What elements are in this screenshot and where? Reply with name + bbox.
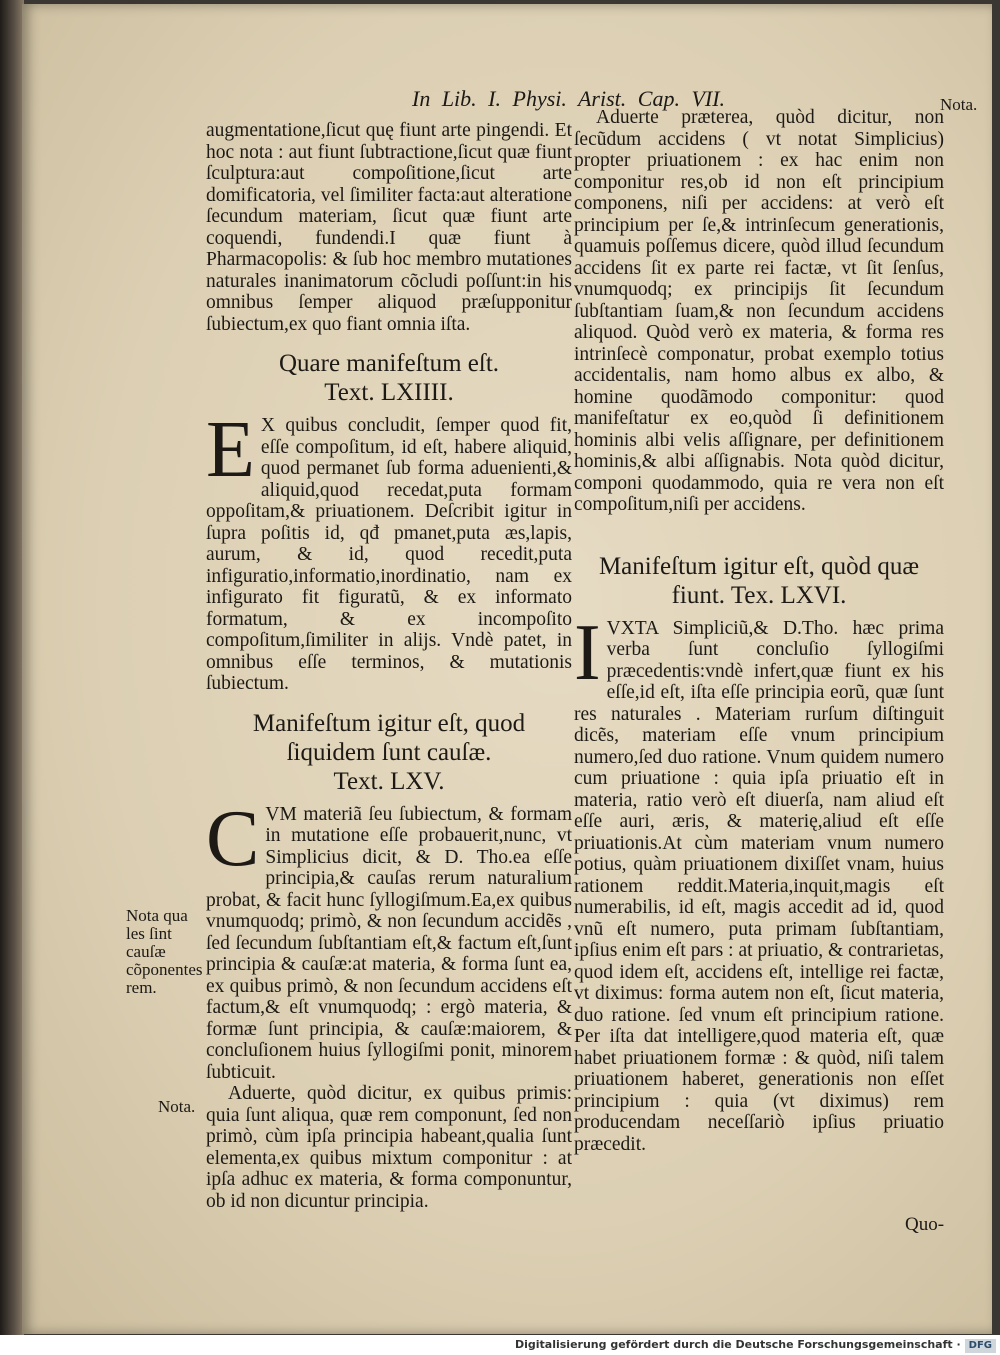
left-paragraph-2 xyxy=(206,406,572,695)
left-paragraph-1: augmentatione,ſicut quę fiunt arte pingendi. Et hoc nota : aut fiunt ſubtractione,ſicut quæ fiunt ſculptura:aut compoſitione,ſicut arte domificatoria, vel ſimiliter facta:aut alteratione ſecundum materiam, ſicut quæ fiunt arte coquendi, fundendi.I quæ fiunt à Pharmacopolis: & ſub hoc membro mutationes naturales inanimatorum cõcludi poſſunt:in his omnibus ſemper aliquod præſupponitur ſubiectum,ex quo fiant omnia iſta. xyxy=(206,120,572,335)
left-paragraph-4: Aduerte, quòd dicitur, ex quibus primis: quia ſunt aliqua, quæ rem componunt, ſed non primò, cùm ipſa principia habeant,qualia ſunt elementa,ex quibus mixtum componitur : at ipſa adhuc ex materia, & forma componuntur, ob id non dicuntur principia. xyxy=(206,1083,572,1212)
right-paragraph-2 xyxy=(574,608,944,1156)
dropcap-e: E xyxy=(206,406,255,494)
margin-note-left-middle: Nota qua les ſint cauſæ cõponentes rem. xyxy=(126,906,203,997)
book-spine xyxy=(0,0,24,1335)
dfg-logo: DFG xyxy=(965,1339,996,1353)
right-column xyxy=(574,107,944,1155)
left-paragraph-3-text: VM materiã ſeu ſubiectum, & formam in mutatione eſſe probauerit,nunc, vt Simplicius dicit, & D. Tho.ea eſſe principia,& cauſas rerum naturalium probat, & facit hunc ſyllogiſmum.Ea,ex quibus vnumquodq; primò, & non ſecundum accidẽs , ſed ſecundum ſubſtantiam eſt,& factum eſt,ſunt principia & cauſæ:at materia, & forma ſunt ea, ex quibus primò, & non ſecundum accidens eſt factum,& eſt vnumquodq; : ergò materia, & formæ ſunt principia, & cauſæ:maiorem, & concluſionem huius ſyllogiſmi ponit, minorem ſubticuit. xyxy=(206,803,572,1083)
left-heading-1-line2: Text. LXIIII. xyxy=(324,379,454,406)
catchword: Quo- xyxy=(905,1214,945,1235)
right-paragraph-1: Aduerte præterea, quòd dicitur, non ſecũdum accidens ( vt notat Simplicius) propter priuationem : ex hac enim non componitur res,ob id non eſt principium componens, niſi per accidens: at verò eſt principium per ſe,& intrinſecum generationis, quamuis poſſemus dicere, quòd illud ſecundum accidens ſit ex parte rei factæ, vt ſit ſenſus, vnumquodq; ex principijs ſit ſecundum ſubſtantiam ſuam,& non ſecundum accidens aliquod. Quòd verò ex materia, & forma res intrinſecè componatur, probat exemplo totius accidentalis, nam homo albus ex albo, & homine quodãmodo componitur: quod manifeſtatur ex eo,quòd ſi definitionem hominis albi velis aſſignare, per definitionem hominis,& albi aſſignabis. Nota quòd dicitur, componi quodammodo, quia re vera non eſt compoſitum,niſi per accidens. xyxy=(574,107,944,515)
digitization-footer xyxy=(0,1335,1000,1355)
footer-text: Digitalisierung gefördert durch die Deutsche Forschungsgemeinschaft · xyxy=(514,1338,961,1351)
right-heading-1 xyxy=(574,552,944,610)
left-heading-1 xyxy=(206,349,572,407)
left-column xyxy=(206,120,572,1212)
running-header: In Lib. I. Physi. Arist. Cap. VII. xyxy=(412,86,726,111)
right-heading-1-line2: fiunt. Tex. LXVI. xyxy=(671,581,847,609)
margin-note-right: Nota. xyxy=(940,95,978,114)
right-heading-1-line1: Manifeſtum igitur eſt, quòd quæ xyxy=(598,552,920,580)
right-paragraph-2-text: VXTA Simpliciũ,& D.Tho. hæc prima verba ſunt concluſio ſyllogiſmi præcedentis:vndè infert,quæ fiunt ex his eſſe,id eſt, iſta eſſe principia eorũ, quæ ſunt res naturales . Materiam rurſum diſtinguit dicẽs, materiam eſſe vnum principium numero,ſed duo ratione. Vnum quidem numero cum priuatione : quia ipſa priuatio eſt in materia, ratio verò eſt diuerſa, nam aliud eſt eſſe auri, æris, & materię,aliud eſt eſſe priuationis.At cùm materiam vnum numero potius, quàm priuationem dixiſſet vnam, huius rationem reddit.Materia,inquit,magis eſt numerabilis, id eſt, magis accedit ad id, quod vnũ eſt numero, puta primam ſubſtantiam, ipſius enim eſt pars : at priuatio, & contrarietas, quod idem eſt, accidens eſt, intellige rei factæ, vt diximus: forma autem non eſt, ſicut materia, duo ratione. ſed vnum eſt principium ratione. Per iſta dat intelligere,quod materia eſt, quæ habet priuationem formæ : & quòd, niſi talem priuationem haberet, generationis non eſſet principium : quia (vt diximus) rem producendam neceſſariò ipſius priuatio præcedit. xyxy=(574,617,944,1155)
book-page xyxy=(22,4,992,1334)
left-heading-2 xyxy=(206,709,572,796)
margin-note-left-bottom: Nota. xyxy=(158,1097,196,1116)
left-heading-2-line2: Text. LXV. xyxy=(333,767,445,795)
left-paragraph-2-text: X quibus concludit, ſemper quod fit, eſſe compoſitum, id eſt, habere aliquid, quod permanet ſub forma aduenienti,& aliquid,quod recedat,puta formam oppoſitam,& priuationem. Deſcribit igitur in ſupra poſitis id, qđ pmanet,puta æs,lapis, aurum, & id, quod recedit,puta infiguratio,informatio,inordinatio, nam ex infigurato fit figuratũ, & ex informato formatum, & ex incompoſito compoſitum,ſimiliter in alijs. Vndè patet, in omnibus eſſe terminos, & mutationis ſubiectum. xyxy=(206,415,572,694)
left-paragraph-3 xyxy=(206,794,572,1084)
dropcap-c: C xyxy=(206,794,260,883)
left-heading-2-line1: Manifeſtum igitur eſt, quod ſiquidem ſunt cauſæ. xyxy=(252,709,526,766)
dropcap-i: I xyxy=(574,608,601,697)
left-heading-1-line1: Quare manifeſtum eſt. xyxy=(278,350,500,377)
